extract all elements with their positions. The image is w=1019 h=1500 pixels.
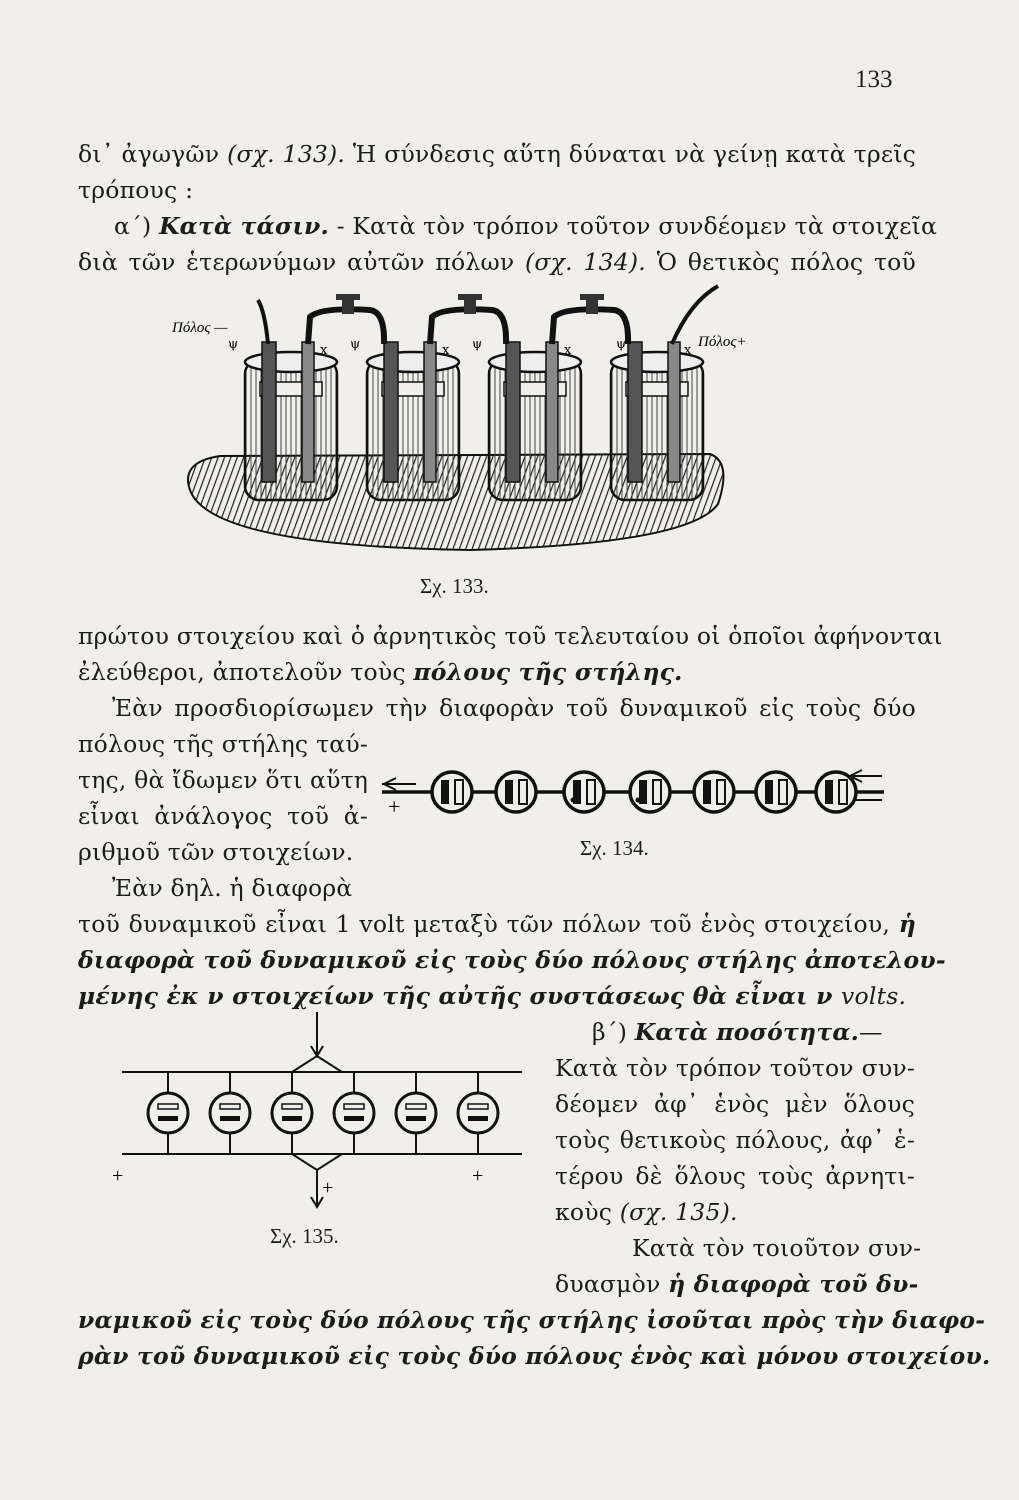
text-line (78, 946, 946, 974)
figure-133-illustration (170, 272, 747, 562)
text-line: Κατὰ τὸν τρόπον τοῦτον συν- (555, 1054, 915, 1082)
chi-label: x (564, 343, 572, 358)
text-span: — (859, 1018, 883, 1046)
plus-sign: + (112, 1165, 124, 1187)
chi-label: x (684, 343, 692, 358)
section-heading: Κατὰ τάσιν. (159, 212, 329, 240)
text-span: α΄) (114, 212, 160, 240)
text-line (555, 1270, 919, 1298)
text-span: - Κατὰ τὸν τρόπον τοῦτον συνδέομεν τὰ στοιχεῖα (328, 212, 938, 240)
text-span: τοῦ δυναμικοῦ εἶναι 1 volt μεταξὺ τῶν πόλων τοῦ ἑνὸς στοιχείου, (78, 910, 899, 938)
page-number: 133 (855, 66, 893, 93)
figure-ref: (σχ. 135). (619, 1198, 738, 1226)
text-line (78, 1342, 991, 1370)
text-line: της, θὰ ἴδωμεν ὅτι αὕτη (78, 766, 369, 794)
figure-ref: (σχ. 133). (227, 140, 346, 168)
plus-sign: + (322, 1177, 334, 1199)
text-line (78, 982, 916, 1010)
text-line: πρώτου στοιχείου καὶ ὁ ἀρνητικὸς τοῦ τελευταίου οἱ ὁποῖοι ἀφήνονται (78, 622, 943, 650)
psi-label: ψ (350, 337, 361, 352)
text-line (78, 1306, 986, 1334)
text-span: δι᾽ ἀγωγῶν (78, 140, 228, 168)
text-line (114, 212, 938, 240)
text-line: ριθμοῦ τῶν στοιχείων. (78, 838, 354, 866)
text-line (78, 910, 916, 938)
text-span: δυασμὸν (555, 1270, 669, 1298)
psi-label: ψ (472, 337, 483, 352)
text-line: Ἐὰν προσδιορίσωμεν τὴν διαφορὰν τοῦ δυναμικοῦ εἰς τοὺς δύο (112, 694, 916, 722)
bold-statement: διαφορὰ τοῦ δυναμικοῦ εἰς τοὺς δύο πόλους στήλης ἀποτελου- (78, 946, 946, 974)
figure-135-caption: Σχ. 135. (270, 1224, 339, 1248)
text-span: Ὁ θετικὸς πόλος τοῦ (645, 248, 917, 276)
figure-134-schematic (382, 752, 892, 827)
chi-label: x (320, 343, 328, 358)
text-span: β΄) (592, 1018, 635, 1046)
text-line: τρόπους : (78, 176, 194, 204)
section-heading: Κατὰ ποσότητα. (634, 1018, 860, 1046)
bold-statement: ρὰν τοῦ δυναμικοῦ εἰς τοὺς δύο πόλους ἑνὸς καὶ μόνου στοιχείου. (78, 1342, 991, 1370)
bold-term: πόλους τῆς στήλης. (413, 658, 683, 686)
unit: volts. (841, 982, 907, 1010)
text-span: Ἡ σύνδεσις αὕτη δύναται νὰ γείνῃ κατὰ τρεῖς (345, 140, 916, 168)
chi-label: x (442, 343, 450, 358)
text-span: κοὺς (555, 1198, 620, 1226)
text-line: Ἐὰν δηλ. ἡ διαφορὰ (112, 874, 353, 902)
text-line: Κατὰ τὸν τοιοῦτον συν- (632, 1234, 922, 1262)
figure-134-caption: Σχ. 134. (580, 836, 649, 860)
bold-term: ἡ (898, 910, 916, 938)
plus-sign: + (388, 794, 401, 819)
text-line: τέρου δὲ ὅλους τοὺς ἀρνητι- (555, 1162, 915, 1190)
text-span: διὰ τῶν ἑτερωνύμων αὐτῶν πόλων (78, 248, 526, 276)
positive-pole-label: Πόλος+ (698, 334, 747, 350)
psi-label: ψ (616, 337, 627, 352)
bold-statement: μένης ἐκ ν στοιχείων τῆς αὐτῆς συστάσεως θὰ εἶναι ν (78, 982, 842, 1010)
psi-label: ψ (228, 337, 239, 352)
text-span: ἐλεύθεροι, ἀποτελοῦν τοὺς (78, 658, 414, 686)
bold-statement: ναμικοῦ εἰς τοὺς δύο πόλους τῆς στήλης ἰσοῦται πρὸς τὴν διαφο- (78, 1306, 986, 1334)
text-line (78, 658, 916, 686)
text-line (78, 140, 916, 168)
text-line: πόλους τῆς στήλης ταύ- (78, 730, 368, 758)
bold-statement: ἡ διαφορὰ τοῦ δυ- (668, 1270, 919, 1298)
figure-133-caption: Σχ. 133. (420, 574, 489, 598)
text-line: τοὺς θετικοὺς πόλους, ἀφ᾽ ἑ- (555, 1126, 915, 1154)
text-line (555, 1198, 915, 1226)
text-line: δέομεν ἀφ᾽ ἑνὸς μὲν ὅλους (555, 1090, 915, 1118)
plus-sign: + (472, 1165, 484, 1187)
negative-pole-label: Πόλος — (172, 320, 228, 336)
figure-ref: (σχ. 134). (525, 248, 646, 276)
text-line: εἶναι ἀνάλογος τοῦ ἀ- (78, 802, 368, 830)
text-line (592, 1018, 922, 1046)
figure-135-schematic (112, 1012, 532, 1212)
